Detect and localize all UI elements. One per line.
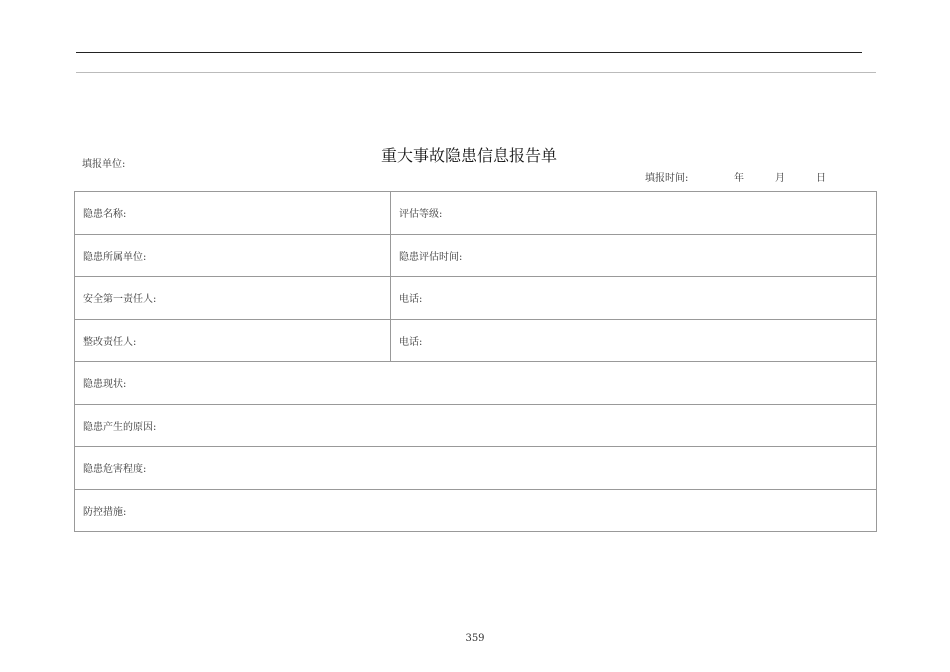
report-date-label: 填报时间:: [645, 173, 689, 184]
control-measures-field[interactable]: 防控措施:: [75, 489, 877, 532]
table-row: [75, 277, 877, 320]
filler-unit-label: 填报单位:: [82, 159, 126, 170]
table-row: [75, 404, 877, 447]
hazard-name-field[interactable]: 隐患名称:: [75, 192, 391, 235]
page-number: 359: [465, 633, 485, 644]
assessment-time-field[interactable]: 隐患评估时间:: [391, 234, 877, 277]
hazard-cause-field[interactable]: 隐患产生的原因:: [75, 404, 877, 447]
hazard-status-field[interactable]: 隐患现状:: [75, 362, 877, 405]
phone-field-1[interactable]: 电话:: [391, 277, 877, 320]
table-row: [75, 489, 877, 532]
table-row: [75, 319, 877, 362]
header-rule-thick: [76, 52, 862, 53]
document-title: 重大事故隐患信息报告单: [381, 146, 558, 165]
table-row: [75, 192, 877, 235]
report-date-day: 日: [816, 173, 826, 184]
primary-responsible-field[interactable]: 安全第一责任人:: [75, 277, 391, 320]
hazard-severity-field[interactable]: 隐患危害程度:: [75, 447, 877, 490]
table-row: [75, 447, 877, 490]
report-date-year: 年: [734, 173, 744, 184]
phone-field-2[interactable]: 电话:: [391, 319, 877, 362]
report-form-table: [74, 191, 877, 532]
hazard-unit-field[interactable]: 隐患所属单位:: [75, 234, 391, 277]
report-date-month: 月: [775, 173, 785, 184]
assessment-level-field[interactable]: 评估等级:: [391, 192, 877, 235]
rectification-responsible-field[interactable]: 整改责任人:: [75, 319, 391, 362]
header-rule-thin: [76, 72, 876, 73]
table-row: [75, 234, 877, 277]
table-row: [75, 362, 877, 405]
